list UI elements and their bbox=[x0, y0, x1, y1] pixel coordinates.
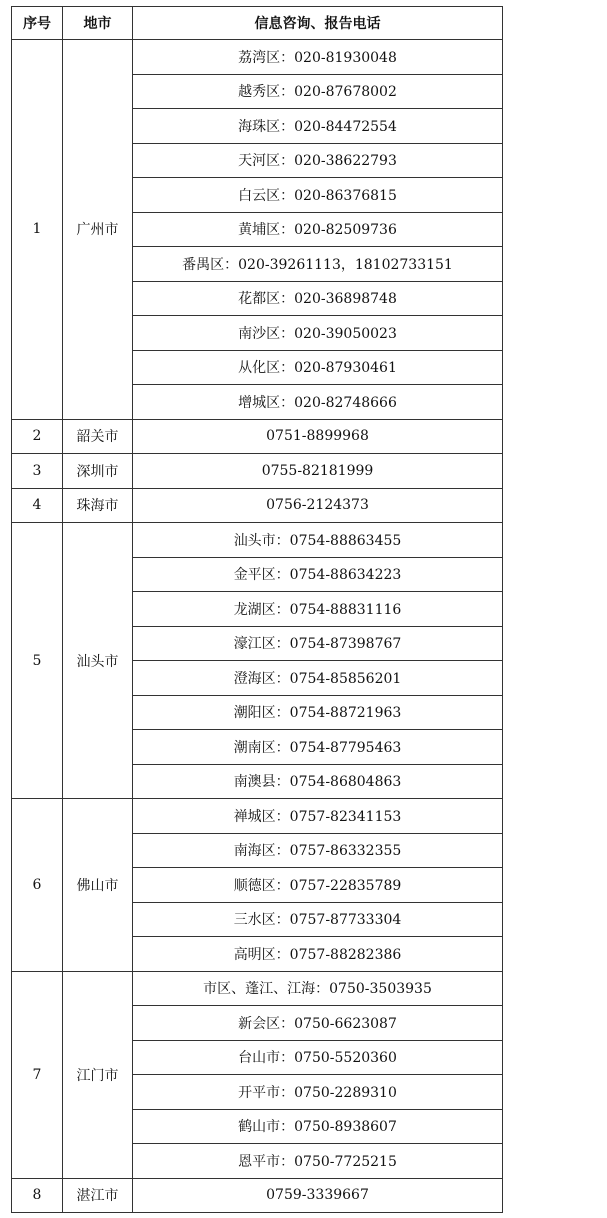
phone-cell: 市区、蓬江、江海：0750-3503935 bbox=[133, 971, 503, 1006]
phone-cell: 三水区：0757-87733304 bbox=[133, 902, 503, 937]
table-row bbox=[12, 419, 503, 454]
row-number: 6 bbox=[12, 799, 63, 972]
phone-cell: 荔湾区：020-81930048 bbox=[133, 40, 503, 75]
phone-cell: 新会区：0750-6623087 bbox=[133, 1006, 503, 1041]
phone-cell: 潮南区：0754-87795463 bbox=[133, 730, 503, 765]
phone-cell: 海珠区：020-84472554 bbox=[133, 109, 503, 144]
phone-cell: 恩平市：0750-7725215 bbox=[133, 1144, 503, 1179]
phone-cell: 越秀区：020-87678002 bbox=[133, 74, 503, 109]
header-phone: 信息咨询、报告电话 bbox=[133, 7, 503, 40]
table-body bbox=[12, 40, 503, 1213]
phone-cell: 黄埔区：020-82509736 bbox=[133, 212, 503, 247]
table-row bbox=[12, 799, 503, 834]
row-number: 8 bbox=[12, 1178, 63, 1213]
phone-cell: 花都区：020-36898748 bbox=[133, 281, 503, 316]
header-city: 地市 bbox=[63, 7, 133, 40]
city-cell: 佛山市 bbox=[63, 799, 133, 972]
phone-cell: 濠江区：0754-87398767 bbox=[133, 626, 503, 661]
phone-cell: 从化区：020-87930461 bbox=[133, 350, 503, 385]
row-number: 7 bbox=[12, 971, 63, 1178]
phone-cell: 汕头市：0754-88863455 bbox=[133, 523, 503, 558]
phone-cell: 南沙区：020-39050023 bbox=[133, 316, 503, 351]
city-cell: 汕头市 bbox=[63, 523, 133, 799]
contacts-table bbox=[11, 6, 503, 1213]
phone-cell: 天河区：020-38622793 bbox=[133, 143, 503, 178]
phone-cell: 禅城区：0757-82341153 bbox=[133, 799, 503, 834]
phone-cell: 0756-2124373 bbox=[133, 488, 503, 523]
table-row bbox=[12, 488, 503, 523]
phone-cell: 龙湖区：0754-88831116 bbox=[133, 592, 503, 627]
phone-cell: 澄海区：0754-85856201 bbox=[133, 661, 503, 696]
city-cell: 江门市 bbox=[63, 971, 133, 1178]
table-row bbox=[12, 454, 503, 489]
phone-cell: 金平区：0754-88634223 bbox=[133, 557, 503, 592]
city-cell: 湛江市 bbox=[63, 1178, 133, 1213]
row-number: 4 bbox=[12, 488, 63, 523]
header-row bbox=[12, 7, 503, 40]
city-cell: 韶关市 bbox=[63, 419, 133, 454]
row-number: 1 bbox=[12, 40, 63, 420]
header-no: 序号 bbox=[12, 7, 63, 40]
row-number: 2 bbox=[12, 419, 63, 454]
phone-cell: 台山市：0750-5520360 bbox=[133, 1040, 503, 1075]
phone-cell: 潮阳区：0754-88721963 bbox=[133, 695, 503, 730]
phone-cell: 增城区：020-82748666 bbox=[133, 385, 503, 420]
phone-cell: 南澳县：0754-86804863 bbox=[133, 764, 503, 799]
city-cell: 深圳市 bbox=[63, 454, 133, 489]
phone-cell: 0755-82181999 bbox=[133, 454, 503, 489]
city-cell: 珠海市 bbox=[63, 488, 133, 523]
row-number: 5 bbox=[12, 523, 63, 799]
phone-cell: 南海区：0757-86332355 bbox=[133, 833, 503, 868]
phone-cell: 顺德区：0757-22835789 bbox=[133, 868, 503, 903]
phone-cell: 高明区：0757-88282386 bbox=[133, 937, 503, 972]
phone-cell: 0751-8899968 bbox=[133, 419, 503, 454]
table-row bbox=[12, 1178, 503, 1213]
table-row bbox=[12, 40, 503, 75]
phone-cell: 0759-3339667 bbox=[133, 1178, 503, 1213]
city-cell: 广州市 bbox=[63, 40, 133, 420]
phone-cell: 番禺区：020-39261113，18102733151 bbox=[133, 247, 503, 282]
phone-cell: 开平市：0750-2289310 bbox=[133, 1075, 503, 1110]
table-row bbox=[12, 523, 503, 558]
phone-cell: 白云区：020-86376815 bbox=[133, 178, 503, 213]
row-number: 3 bbox=[12, 454, 63, 489]
table-row bbox=[12, 971, 503, 1006]
phone-cell: 鹤山市：0750-8938607 bbox=[133, 1109, 503, 1144]
